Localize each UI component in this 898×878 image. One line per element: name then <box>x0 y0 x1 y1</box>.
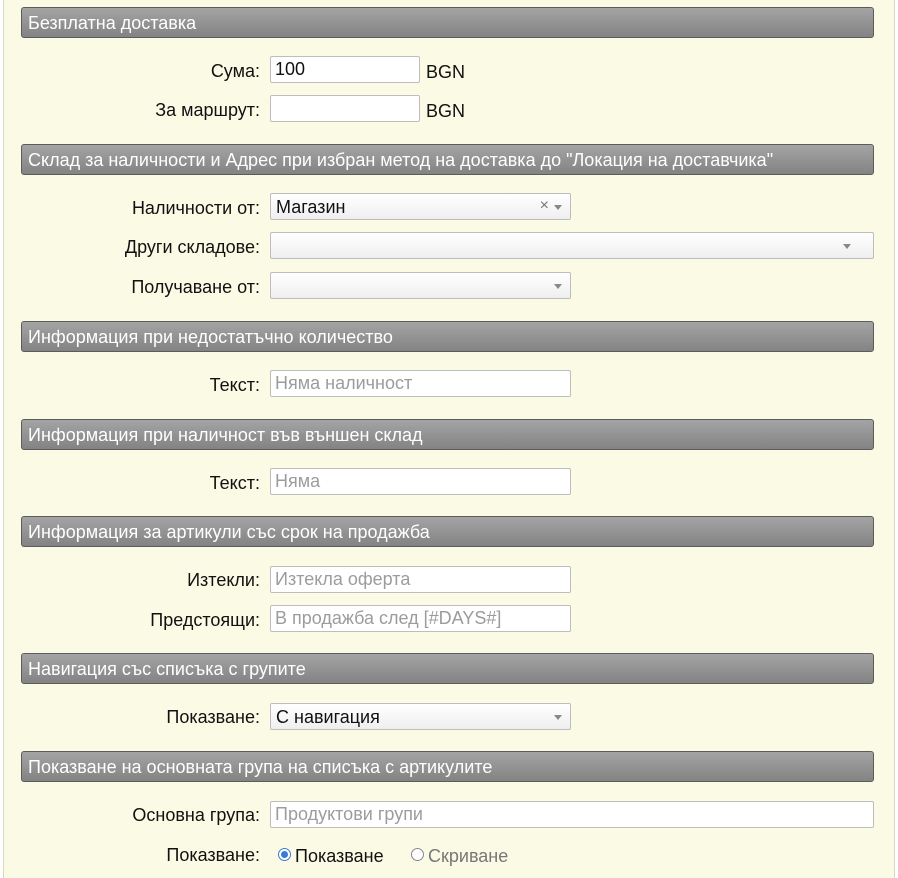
settings-panel <box>3 0 895 878</box>
chevron-down-icon <box>554 205 562 210</box>
stock-from-value: Магазин <box>276 197 346 217</box>
main-group-show-label: Показване: <box>166 845 260 865</box>
section-navigation-header: Навигация със списъка с групите <box>21 653 874 684</box>
pickup-from-label: Получаване от: <box>131 277 260 297</box>
section-expiry-header: Информация за артикули със срок на продажба <box>21 516 874 547</box>
navigation-show-value: С навигация <box>276 707 380 727</box>
other-warehouses-label: Други складове: <box>124 237 260 257</box>
main-group-input[interactable] <box>270 801 874 828</box>
stock-from-label: Наличности от: <box>131 198 260 218</box>
expired-label: Изтекли: <box>187 570 260 590</box>
section-free-delivery-header: Безплатна доставка <box>21 7 874 38</box>
insufficient-text-input[interactable] <box>270 370 571 397</box>
insufficient-text-label: Текст: <box>209 375 260 395</box>
close-icon[interactable]: × <box>539 197 549 214</box>
chevron-down-icon <box>554 284 562 289</box>
section-warehouse-header: Склад за наличности и Адрес при избран метод на доставка до "Локация на доставчика" <box>21 144 874 175</box>
radio-show-icon[interactable] <box>278 848 291 861</box>
other-warehouses-select[interactable] <box>270 232 874 259</box>
route-label: За маршрут: <box>155 100 260 120</box>
radio-hide-label[interactable]: Скриване <box>428 846 509 866</box>
section-main-group-header: Показване на основната група на списъка с артикулите <box>21 751 874 782</box>
upcoming-label: Предстоящи: <box>150 610 260 630</box>
radio-show-label[interactable]: Показване <box>295 846 384 866</box>
radio-hide-icon[interactable] <box>411 848 424 861</box>
chevron-down-icon <box>554 715 562 720</box>
sum-label: Сума: <box>210 61 260 81</box>
section-insufficient-header: Информация при недостатъчно количество <box>21 321 874 352</box>
expired-input[interactable] <box>270 566 571 593</box>
external-text-input[interactable] <box>270 468 571 495</box>
sum-input[interactable] <box>270 56 420 83</box>
upcoming-input[interactable] <box>270 605 571 632</box>
navigation-show-label: Показване: <box>166 707 260 727</box>
chevron-down-icon <box>843 244 851 249</box>
main-group-label: Основна група: <box>132 805 260 825</box>
external-text-label: Текст: <box>209 473 260 493</box>
route-input[interactable] <box>270 95 420 122</box>
stock-from-select[interactable] <box>270 193 571 220</box>
navigation-show-select[interactable] <box>270 703 571 730</box>
section-external-header: Информация при наличност във външен склад <box>21 419 874 450</box>
pickup-from-select[interactable] <box>270 272 571 299</box>
sum-unit: BGN <box>426 62 466 82</box>
route-unit: BGN <box>426 101 466 121</box>
